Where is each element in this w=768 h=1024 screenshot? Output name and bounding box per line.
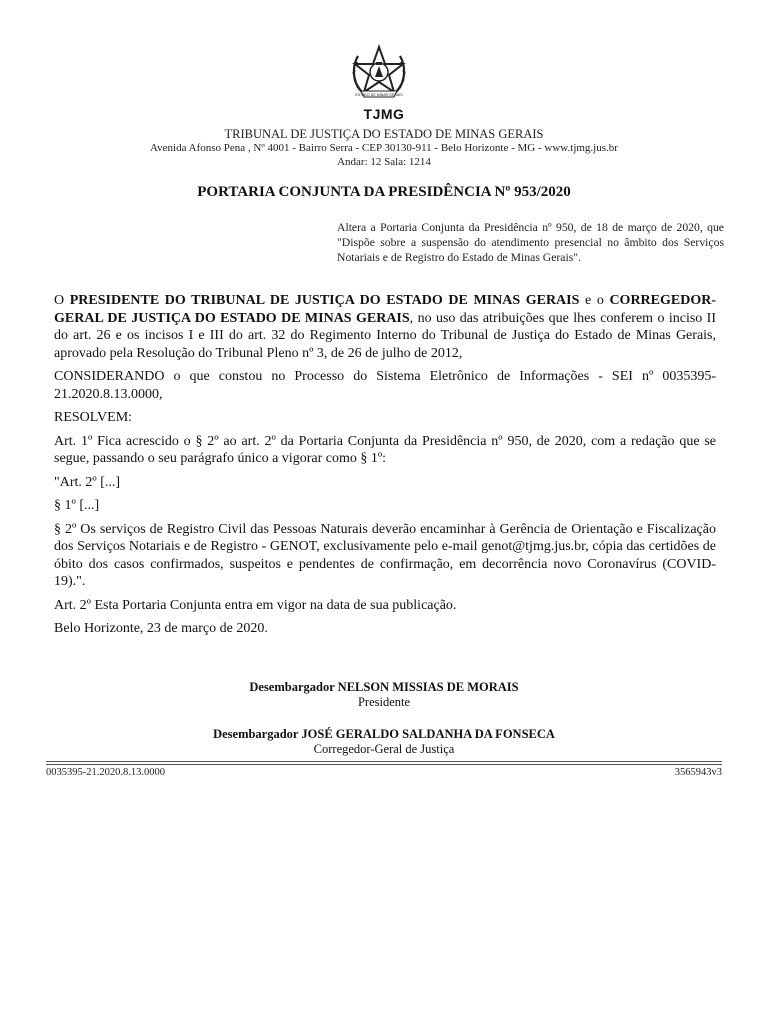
ementa: Altera a Portaria Conjunta da Presidência nº 950, de 18 de março de 2020, que "Dispõe sobre a suspensão do atendimento presencial no âmbito dos Serviços Notariais e de Registro do Estado de Minas Gerais". [337,221,724,264]
court-name: TRIBUNAL DE JUSTIÇA DO ESTADO DE MINAS GERAIS [224,127,544,141]
signature-title: Desembargador [249,680,338,694]
date-place: Belo Horizonte, 23 de março de 2020. [54,621,268,636]
signature-name: NELSON MISSIAS DE MORAIS [337,680,519,694]
footer-divider-bottom [46,764,722,765]
signature-corregedor [0,727,768,757]
tjmg-coat-of-arms-icon [348,44,410,104]
seal-text: ESTADO DE MINAS GERAIS [355,92,403,97]
considerando-paragraph: CONSIDERANDO o que constou no Processo do Sistema Eletrônico de Informações - SEI nº 0035395-21.2020.8.13.0000, [54,369,716,402]
signature-role: Corregedor-Geral de Justiça [313,742,455,756]
article-2-paragraph: Art. 2º Esta Portaria Conjunta entra em vigor na data de sua publicação. [54,597,457,613]
article-1-paragraph: Art. 1º Fica acrescido o § 2º ao art. 2º da Portaria Conjunta da Presidência nº 950, de 2020, com a redação que se segue, passando o seu parágrafo único a vigorar como § 1º: [54,433,716,466]
quote-paragraph-1: § 1º [...] [54,498,100,513]
court-floor: Andar: 12 Sala: 1214 [337,156,431,168]
preamble-paragraph [54,292,716,362]
preamble-president: PRESIDENTE DO TRIBUNAL DE JUSTIÇA DO ESTADO DE MINAS GERAIS [69,293,580,308]
document-title: PORTARIA CONJUNTA DA PRESIDÊNCIA Nº 953/2020 [197,184,571,200]
footer-divider-top [46,761,722,762]
signature-title: Desembargador [213,727,302,741]
signature-role: Presidente [357,695,411,709]
quote-paragraph-2: § 2º Os serviços de Registro Civil das Pessoas Naturais deverão encaminhar à Gerência de Orientação e Fiscalização dos Serviços Notariais e de Registro - GENOT, exclusivamente pelo e-mail genot@tjmg.jus.br, cópia das certidões de óbito dos casos confirmados, suspeitos e pendentes de confirmação, em decorrência novo Coronavírus (COVID-19).". [54,521,716,589]
preamble-corregedor: CORREGEDOR-GERAL DE JUSTIÇA DO ESTADO DE MINAS GERAIS [54,293,716,326]
preamble-rest: , no uso das atribuições que lhes conferem o inciso II do art. 26 e os incisos I e III do art. 32 do Regimento Interno do Tribunal de Justiça do Estado de Minas Gerais, aprovado pela Resolução do Tribunal Pleno nº 3, de 26 de julho de 2012, [54,310,716,361]
footer-process-number: 0035395-21.2020.8.13.0000 [46,767,165,778]
signature-name: JOSÉ GERALDO SALDANHA DA FONSECA [301,727,555,741]
signature-president [0,680,768,710]
logo-text: TJMG [363,106,405,122]
quote-article-2: "Art. 2º [...] [54,474,121,490]
resolvem-paragraph: RESOLVEM: [54,410,133,425]
document-body [54,292,716,644]
preamble-conjunction: e o [579,293,610,308]
court-address: Avenida Afonso Pena , Nº 4001 - Bairro Serra - CEP 30130-911 - Belo Horizonte - MG - www.tjmg.jus.br [150,142,618,154]
footer-document-code: 3565943v3 [674,767,722,778]
preamble-prefix: O [54,293,70,308]
